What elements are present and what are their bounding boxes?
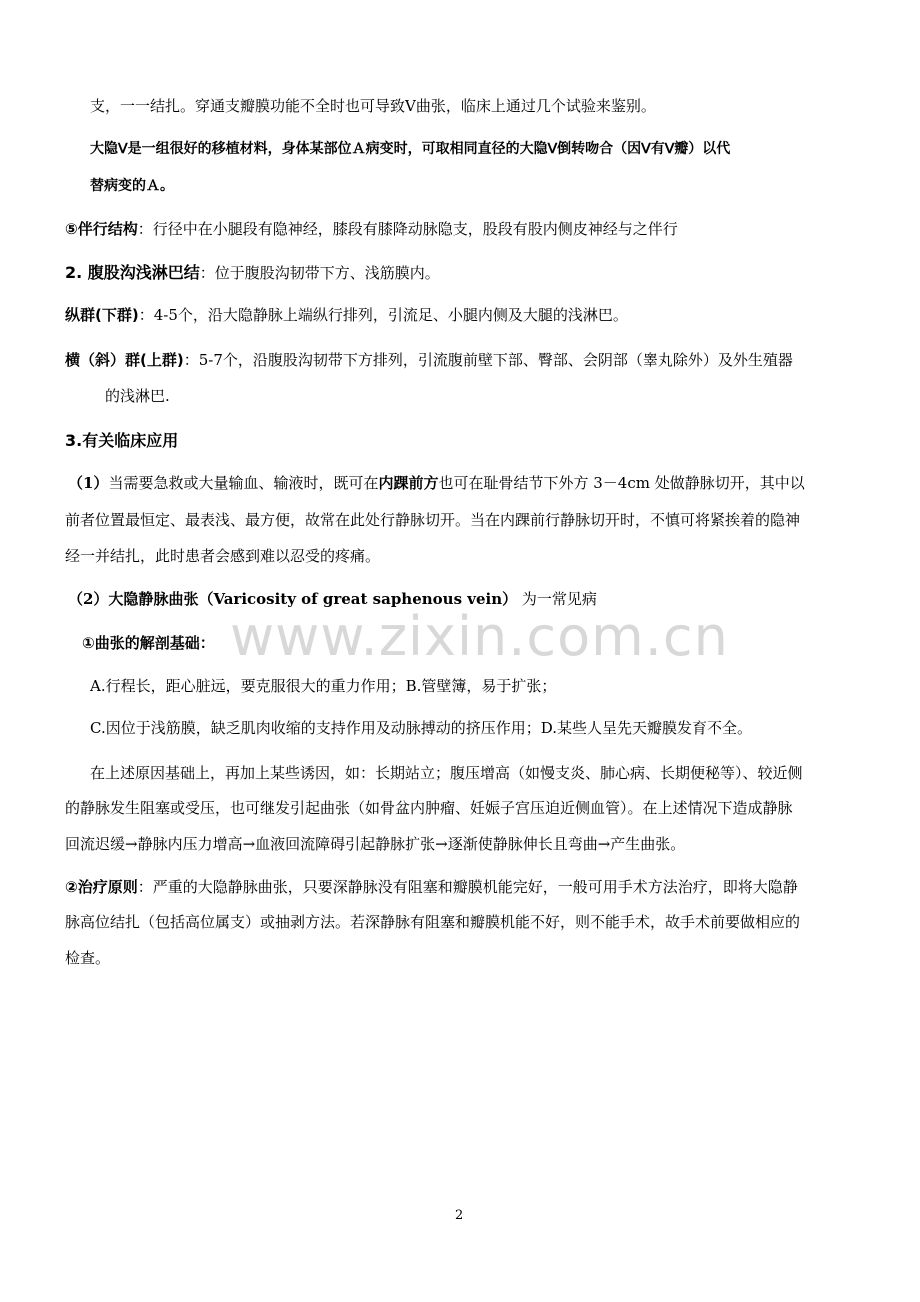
text-line	[65, 219, 678, 239]
item-text: 当需要急救或大量输血、输液时，既可在	[108, 474, 379, 492]
text-line	[65, 350, 793, 370]
section-text: ：位于腹股沟韧带下方、浅筋膜内。	[199, 264, 440, 282]
text-line	[65, 263, 440, 283]
subsection-label: ①曲张的解剖基础：	[82, 634, 215, 652]
emphasis-text: 内踝前方	[378, 474, 439, 492]
section-text: ：严重的大隐静脉曲张，只要深静脉没有阻塞和瓣膜机能完好，一般可用手术方法治疗，即将大隐静	[137, 878, 798, 896]
section-label: 纵群(下群)	[65, 306, 139, 324]
section-text: ：4-5个，沿大隐静脉上端纵行排列，引流足、小腿内侧及大腿的浅淋巴。	[138, 306, 628, 324]
text-line: 回流迟缓→静脉内压力增高→血液回流障碍引起静脉扩张→逐渐使静脉伸长且弯曲→产生曲张。	[65, 835, 686, 853]
section-text: ：行径中在小腿段有隐神经，膝段有膝降动脉隐支，股段有股内侧皮神经与之伴行	[137, 220, 678, 238]
watermark-text: www.zixin.com.cn	[230, 605, 729, 668]
text-line: 前者位置最恒定、最表浅、最方便，故常在此处行静脉切开。当在内踝前行静脉切开时，不慎可将紧挨着的隐神	[65, 511, 801, 529]
text-line: 的浅淋巴.	[105, 387, 170, 405]
text-line: 经一并结扎，此时患者会感到难以忍受的疼痛。	[65, 547, 381, 565]
section-label: ②治疗原则	[65, 878, 138, 896]
bold-text-line: 大隐Ⅴ是一组很好的移植材料，身体某部位Ａ病变时，可取相同直径的大隐Ⅴ倒转吻合（因Ⅴ有Ⅴ瓣）以代	[90, 141, 731, 157]
section-text: ：5-7个，沿腹股沟韧带下方排列，引流腹前壁下部、臀部、会阴部（睾丸除外）及外生殖器	[183, 351, 793, 369]
text-line	[65, 877, 798, 897]
text-line	[65, 305, 628, 325]
text-line: 在上述原因基础上，再加上某些诱因，如：长期站立；腹压增高（如慢支炎、肺心病、长期便秘等）、较近侧	[90, 764, 803, 782]
item-label: （1）	[68, 474, 109, 492]
page-number: 2	[455, 1208, 464, 1223]
item-label: （2）大隐静脉曲张（Varicosity of great saphenous vein）	[68, 590, 518, 608]
section-label: 横（斜）群(上群)	[65, 351, 184, 369]
section-label: ⑤伴行结构	[65, 220, 138, 238]
text-line: 检查。	[65, 949, 111, 967]
item-text: 为一常见病	[517, 590, 597, 608]
text-line: A.行程长，距心脏远，要克服很大的重力作用；B.管壁簿，易于扩张；	[90, 677, 557, 695]
bold-text-line: 替病变的Ａ。	[90, 178, 174, 194]
text-line: 脉高位结扎（包括高位属支）或抽剥方法。若深静脉有阻塞和瓣膜机能不好，则不能手术，故手术前要做相应的	[65, 913, 801, 931]
text-line: 支，一一结扎。穿通支瓣膜功能不全时也可导致Ⅴ曲张，临床上通过几个试验来鉴别。	[90, 97, 656, 115]
text-line	[68, 473, 805, 493]
section-heading: 2. 腹股沟浅淋巴结	[65, 263, 200, 282]
text-line: C.因位于浅筋膜，缺乏肌肉收缩的支持作用及动脉搏动的挤压作用；D.某些人呈先天瓣膜发育不全。	[90, 719, 752, 737]
section-heading: 3.有关临床应用	[65, 431, 179, 450]
text-line: 的静脉发生阻塞或受压，也可继发引起曲张（如骨盆内肿瘤、妊娠子宫压迫近侧血管）。在上述情况下造成静脉	[65, 799, 793, 817]
item-text: 也可在耻骨结节下外方 3－4cm 处做静脉切开，其中以	[438, 474, 805, 492]
